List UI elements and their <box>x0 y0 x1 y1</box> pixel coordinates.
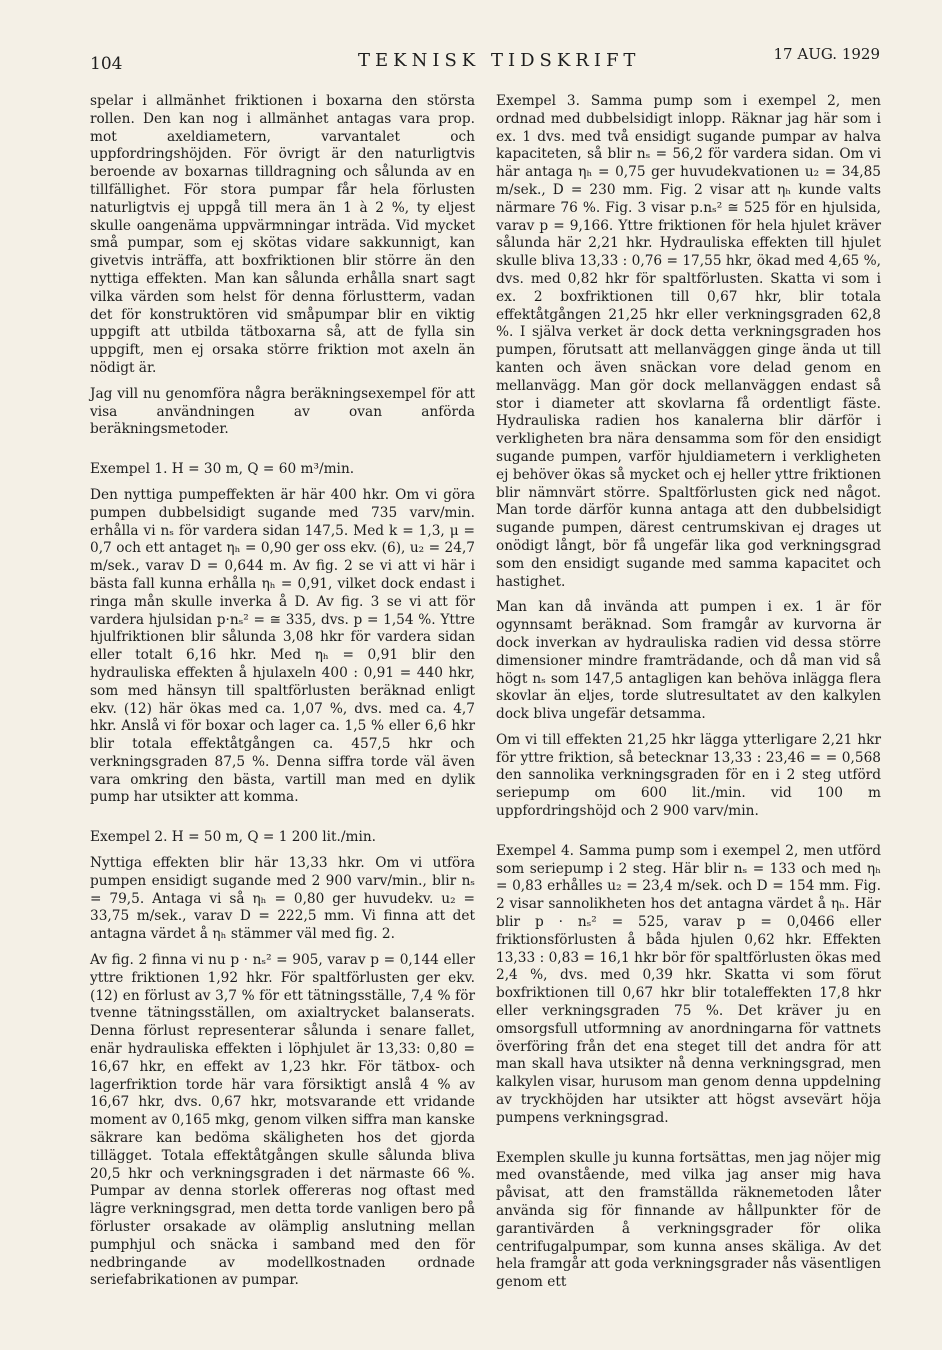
issue-date: 17 AUG. 1929 <box>773 45 880 63</box>
left-column <box>90 93 475 1298</box>
spacer <box>90 815 475 829</box>
page-number: 104 <box>90 54 123 74</box>
right-column <box>496 93 881 1300</box>
spacer <box>496 1136 881 1150</box>
paragraph: spelar i allmänhet friktionen i boxarna den största rollen. Den kan nog i allmänhet antagas vara prop. mot axeldiametern, varvantalet och uppfordringshöjden. För övrigt är den naturligtvis beroende av boxarnas tilldragning och sålunda av en tillfällighet. För stora pumpar får hela förlusten naturligtvis ej uppgå till mera än 1 à 2 %, ty eljest skulle oangenäma uppvärmningar inträda. Vid mycket små pumpar, som ej skötas vidare sakkunnigt, kan givetvis inträffa, att boxfriktionen blir större än den nyttiga effekten. Man kan sålunda erhålla snart sagt vilka värden som helst för denna förlustterm, vadan det för konstruktören vid småpumpar blir en viktig uppgift att utbilda tätboxarna så, att de fylla sin uppgift, men ej orsaka större friktion mot axeln än nödigt är. <box>90 93 475 376</box>
paragraph: Om vi till effekten 21,25 hkr lägga ytterligare 2,21 hkr för yttre friktion, så betecknar 13,33 : 23,46 = = 0,568 den sannolika verkningsgraden för en i 2 steg utförd seriepump om 600 lit./min. vid 100 m uppfordringshöjd och 2 900 varv/min. <box>496 731 881 820</box>
paragraph: Nyttiga effekten blir här 13,33 hkr. Om vi utföra pumpen ensidigt sugande med 2 900 varv/min., blir nₛ = 79,5. Antaga vi så ηₕ = 0,80 ger huvudekv. u₂ = 33,75 m/sek., varav D = 222,5 mm. Vi finna att det antagna värdet å ηₕ stämmer väl med fig. 2. <box>90 855 475 943</box>
paragraph: Exempel 4. Samma pump som i exempel 2, men utförd som seriepump i 2 steg. Här blir nₛ = 133 och med ηₕ = 0,83 erhålles u₂ = 23,4 m/sek. och D = 154 mm. Fig. 2 visar sannolikheten hos det antagna värdet å ηₕ. Här blir p · nₛ² = 525, varav p = 0,0466 eller friktionsförlusten å båda hjulen 0,62 hkr. Effekten 13,33 : 0,83 = 16,1 hkr bör för spaltförlusten ökas med 2,4 %, dvs. med 0,39 hkr. Skatta vi som förut boxfriktionen till 0,67 hkr blir totaleffekten 17,8 hkr eller verkningsgraden 75 %. Det kräver ju en omsorgsfull utformning av anordningarna för vattnets överföring från det ena steget till det andra för att man skall hava utsikter nå denna verkningsgrad, men kalkylen visar, hurusom man genom denna uppdelning av tryckhöjden har utsikter att högst avsevärt höja pumpens verkningsgrad. <box>496 842 881 1126</box>
paragraph: Av fig. 2 finna vi nu p · nₛ² = 905, varav p = 0,144 eller yttre friktionen 1,92 hkr. För spaltförlusten ger ekv. (12) en förlust av 3,7 % för ett tätningsställe, 7,4 % för tvenne tätningsställen, om axialtrycket balanserats. Denna förlust representerar sålunda i senare fallet, enär hydrauliska effekten i löphjulet är 13,33: 0,80 = 16,67 hkr, en effekt av 1,23 hkr. För tätbox- och lagerfriktion torde här vara försiktigt anslå 4 % av 16,67 hkr, dvs. 0,67 hkr, motsvarande ett vridande moment av 0,165 mkg, genom vilken siffra man kanske säkrare kan bedöma skäligheten hos det gjorda tillägget. Totala effektåtgången skulle sålunda bliva 20,5 hkr och verkningsgraden i det närmaste 66 %. Pumpar av denna storlek offereras nog oftast med lägre verkningsgrad, men detta torde vanligen bero på förluster orsakade av olämplig anslutning mellan pumphjul och snäcka i samband med den för nedbringande av modellkostnaden ordnade seriefabrikationen av pumpar. <box>90 952 475 1289</box>
paragraph: Jag vill nu genomföra några beräkningsexempel för att visa användningen av ovan anförda beräkningsmetoder. <box>90 385 475 438</box>
example-heading: Exempel 1. H = 30 m, Q = 60 m³/min. <box>90 461 355 478</box>
journal-title: TEKNISK TIDSKRIFT <box>358 50 641 71</box>
spacer <box>90 447 475 461</box>
paragraph: Man kan då invända att pumpen i ex. 1 är för ogynnsamt beräknad. Som framgår av kurvorna är dock inverkan av hydrauliska radien vid dessa större dimensioner mindre framträdande, och då man vid så högt nₛ som 147,5 antagligen kan behöva inlägga flera skovlar än eljes, torde slutresultatet av den kalkylen dock bliva ungefär detsamma. <box>496 599 881 723</box>
paragraph: Den nyttiga pumpeffekten är här 400 hkr. Om vi göra pumpen dubbelsidigt sugande med 735 varv/min. erhålla vi nₛ för vardera sidan 147,5. Med k = 1,3, μ = 0,7 och ett antaget ηₕ = 0,90 ger oss ekv. (6), u₂ = 24,7 m/sek., varav D = 0,644 m. Av fig. 2 se vi att vi här i bästa fall kunna erhålla ηₕ = 0,91, vilket dock endast i ringa mån skulle inverka å D. Av fig. 3 se vi att för vardera hjulsidan p·nₛ² = ≅ 335, dvs. p = 1,54 %. Yttre hjulfriktionen blir sålunda 3,08 hkr för vardera sidan eller totalt 6,16 hkr. Med ηₕ = 0,91 blir den hydrauliska effekten å hjulaxeln 400 : 0,91 = 440 hkr, som med hänsyn till spaltförlusten beräknad enligt ekv. (12) här ökas med ca. 1,07 %, dvs. med ca. 4,7 hkr. Anslå vi för boxar och lager ca. 1,5 % eller 6,6 hkr blir totala effektåtgången ca. 457,5 hkr och verkningsgraden 87,5 %. Denna siffra torde väl även vara omkring den bästa, vartill man med en dylik pump har utsikter att komma. <box>90 486 475 806</box>
spacer <box>496 829 881 843</box>
paragraph: Exemplen skulle ju kunna fortsättas, men jag nöjer mig med ovanstående, med vilka jag anser mig hava påvisat, att den framställda räknemetoden låter använda sig för finnande av hållpunkter för de garantivärden å verkningsgrader för olika centrifugalpumpar, som kunna anses skäliga. Av det hela framgår att goda verkningsgrader nås väsentligen genom ett <box>496 1149 881 1291</box>
page-header <box>90 44 880 78</box>
paragraph: Exempel 3. Samma pump som i exempel 2, men ordnad med dubbelsidigt inlopp. Räknar jag här som i ex. 1 dvs. med två ensidigt sugande pumpar av halva kapaciteten, så blir nₛ = 56,2 för vardera sidan. Om vi här antaga ηₕ = 0,75 ger huvudekvationen u₂ = 34,85 m/sek., D = 230 mm. Fig. 2 visar att ηₕ kunde valts närmare 76 %. Fig. 3 visar p.nₛ² ≅ 525 för en hjulsida, varav p = 9,166. Yttre friktionen för hela hjulet kräver sålunda här 2,21 hkr. Hydrauliska effekten till hjulet skulle bliva 13,33 : 0,76 = 17,55 hkr, ökad med 4,65 %, dvs. med 0,82 hkr för spaltförlusten. Skatta vi som i ex. 2 boxfriktionen till 0,67 hkr, blir totala effektåtgången 21,25 hkr eller verkningsgraden 62,8 %. I själva verket är dock detta verkningsgraden hos pumpen, förutsatt att mellanväggen ginge ända ut till kanten och även snäckan vore delad genom en mellanvägg. Man gör dock mellanväggen endast så stor i diameter att skovlarna få ordentligt fäste. Hydrauliska radien hos kanalerna blir därför i verkligheten bra nära densamma som för den ensidigt sugande pumpen, varför hjuldiametern i verkligheten ej behöver ökas så mycket och ej heller yttre friktionen blir nämnvärt större. Spaltförlusten gick ned något. Man torde därför kunna antaga att den dubbelsidigt sugande pumpen, därest centrumskivan ej drages ut onödigt långt, bör få ungefär lika god verkningsgrad som den ensidigt sugande med samma kapacitet och hastighet. <box>496 93 881 590</box>
example-heading: Exempel 2. H = 50 m, Q = 1 200 lit./min. <box>90 829 377 846</box>
